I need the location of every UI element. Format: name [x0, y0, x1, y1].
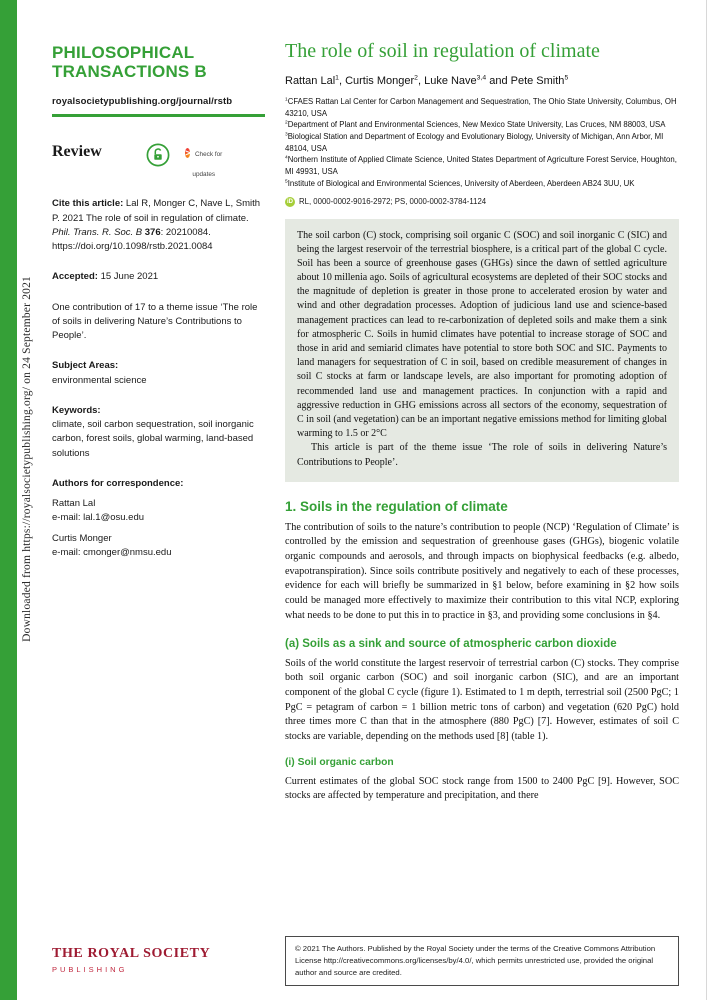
- section-1-heading: 1. Soils in the regulation of climate: [285, 498, 508, 514]
- author: and Pete Smith$^5$: [486, 74, 569, 87]
- citation-block: [52, 197, 265, 254]
- cite-text: Lal R, Monger C, Nave L, Smith P. 2021 The role of soil in regulation of climate.: [52, 198, 261, 224]
- left-edge-accent-bar: [0, 0, 17, 1000]
- article-main: [285, 40, 679, 804]
- theme-issue-note: One contribution of 17 to a theme issue ‘The role of soils in delivering Nature’s Contributions to People’.: [52, 301, 258, 342]
- correspondent-name: Rattan Lal: [52, 498, 96, 510]
- accepted-date: 15 June 2021: [97, 271, 159, 283]
- cite-journal: Phil. Trans. R. Soc. B: [52, 226, 143, 238]
- correspondence-block: [52, 477, 265, 560]
- keywords-value: climate, soil carbon sequestration, soil inorganic carbon, forest soils, global warming, land-based solutions: [52, 419, 254, 459]
- correspondent-name: Curtis Monger: [52, 532, 112, 544]
- check-for-updates-label: Check for updates: [192, 151, 223, 179]
- correspondence-label: Authors for correspondence:: [52, 477, 184, 489]
- subsection-a-heading: (a) Soils as a sink and source of atmospheric carbon dioxide: [285, 637, 617, 650]
- accepted-block: [52, 270, 265, 284]
- royal-society-logo: [52, 946, 210, 974]
- keywords-block: [52, 404, 265, 461]
- abstract-theme-note: This article is part of the theme issue ‘The role of soils in delivering Nature’s Contributions to People’.: [297, 442, 667, 468]
- crossmark-icon: >: [185, 148, 191, 159]
- journal-logo: [52, 44, 265, 81]
- correspondent-email-row: [52, 511, 265, 525]
- orcid-icon[interactable]: iD: [287, 198, 293, 205]
- journal-logo-line2: TRANSACTIONS B: [52, 61, 207, 81]
- email-label: e-mail:: [52, 512, 84, 524]
- royal-society-wordmark: THE ROYAL SOCIETY: [52, 946, 211, 961]
- check-for-updates-badge[interactable]: [182, 143, 226, 181]
- copyright-license-box: © 2021 The Authors. Published by the Royal Society under the terms of the Creative Commons Attribution License http://creativecommons.org/licenses/by/4.0/, which permits unrestricted use, provided the original author and source are credited.: [285, 936, 679, 986]
- correspondent-email-row: [52, 546, 265, 560]
- affiliation: $^3$Biological Station and Department of Ecology and Evolutionary Biology, University of Michigan, Ann Arbor, MI 48104, USA: [285, 132, 664, 153]
- article-title: The role of soil in regulation of climate: [285, 40, 600, 62]
- subsection-i-heading: (i) Soil organic carbon: [285, 756, 394, 768]
- journal-url-link[interactable]: royalsocietypublishing.org/journal/rstb: [52, 96, 265, 117]
- author-byline: [285, 75, 679, 87]
- correspondent-email-link[interactable]: cmonger@nmsu.edu: [83, 546, 172, 558]
- abstract-box: [285, 219, 679, 482]
- subsection-i-paragraph: Current estimates of the global SOC stock range from 1500 to 2400 PgC [9]. However, SOC stocks are affected by temperature and precipitation, and there: [285, 775, 679, 802]
- author: Rattan Lal$^1$: [285, 74, 339, 87]
- affiliation: $^5$Institute of Biological and Environmental Sciences, University of Aberdeen, Aberdeen AB24 3UU, UK: [285, 178, 635, 188]
- download-watermark: Downloaded from https://royalsocietypublishing.org/ on 24 September 2021: [21, 276, 33, 642]
- cite-doi-link[interactable]: https://doi.org/10.1098/rstb.2021.0084: [52, 241, 213, 253]
- affiliations: [285, 96, 679, 190]
- cite-label: Cite this article:: [52, 198, 124, 210]
- section-1-paragraph: The contribution of soils to the nature’s contribution to people (NCP) ‘Regulation of Climate’ is controlled by the emission and sequestration of greenhouse gases (GHGs), biogenic volatile organic compounds and aerosols, and through impacts on biophysical feedbacks (e.g. albedo, evapotranspiration). Since soils contribute positively and negatively to each of these processes, evidence for each will briefly be summarized in §1 below, before examining in §2 how soils could be managed more effectively to maximize their contribution to this vital NCP, exploring what needs to be done to put this in to practice in §3, and providing some conclusions in §4.: [285, 521, 679, 621]
- subject-areas-block: [52, 359, 265, 388]
- subsection-a-paragraph: Soils of the world constitute the largest reservoir of terrestrial carbon (C) stocks. They comprise both soil organic carbon (SOC) and soil inorganic carbon (SIC), and are an important component of the global C cycle (figure 1). Estimated to 1 m depth, terrestrial soil (2500 PgC; 1 PgC = petagram of carbon = 1 billion metric tons of carbon) and vegetation (620 PgC) hold three times more C than that in the atmosphere (880 PgC) [7]. However, estimates of soil C stocks are variable, depending on the methods used [8] (table 1).: [285, 657, 679, 742]
- cite-rest: : 20210084.: [160, 226, 211, 238]
- affiliation: $^2$Department of Plant and Environmental Sciences, New Mexico State University, Las Cruces, NM 88003, USA: [285, 120, 666, 130]
- article-type-label: Review: [52, 143, 102, 161]
- cite-volume: 376: [142, 226, 161, 238]
- accepted-label: Accepted:: [52, 271, 98, 283]
- correspondent-email-link[interactable]: lal.1@osu.edu: [83, 512, 145, 524]
- author: , Curtis Monger$^2$: [338, 74, 418, 87]
- orcid-row: [285, 197, 679, 207]
- affiliation: $^1$CFAES Rattan Lal Center for Carbon Management and Sequestration, The Ohio State University, Columbus, OH 43210, USA: [285, 97, 677, 118]
- article-type-row: [52, 143, 265, 181]
- orcid-ids[interactable]: RL, 0000-0002-9016-2972; PS, 0000-0002-3784-1124: [299, 197, 487, 206]
- open-access-icon: [146, 143, 170, 167]
- affiliation: $^4$Northern Institute of Applied Climate Science, United States Department of Agriculture Forest Service, Houghton, MI 49931, USA: [285, 155, 677, 177]
- publishing-wordmark: PUBLISHING: [52, 965, 128, 974]
- author: , Luke Nave$^{3,4}$: [417, 74, 487, 87]
- subject-areas-label: Subject Areas:: [52, 360, 119, 372]
- journal-logo-line1: PHILOSOPHICAL: [52, 43, 195, 62]
- sidebar: [52, 44, 265, 560]
- keywords-label: Keywords:: [52, 404, 101, 416]
- email-label: e-mail:: [52, 546, 84, 558]
- abstract-paragraph: The soil carbon (C) stock, comprising soil organic C (SOC) and soil inorganic C (SIC) and being the largest reservoir of the terrestrial biosphere, is a critical part of the global C cycle. Soil has been a source of greenhouse gases (GHGs) since the dawn of settled agriculture about 10 millenia ago. Soils of agricultural ecosystems are depleted of their SOC stocks and the magnitude of depletion is greater in those prone to accelerated erosion by water and wind and other degradation processes. Adoption of judicious land use and science-based management practices can lead to re-carbonization of depleted soils and make them a sink for atmospheric C. Soils in humid climates have potential to increase storage of SOC and those in arid and semiarid climates have potential to store both SOC and SIC. Payments to land managers for sequestration of C in soil, based on credible measurement of changes in soil C stocks at farm or landscape levels, are also important for promoting adoption of recommended land use and management practices. In conjunction with a rapid and aggressive reduction in GHG emissions across all sectors of the economy, sequestration of C in soil (and vegetation) can be an important negative emissions method for limiting global warming to 1.5 or 2°C: [297, 229, 667, 440]
- subject-areas-value: environmental science: [52, 374, 147, 386]
